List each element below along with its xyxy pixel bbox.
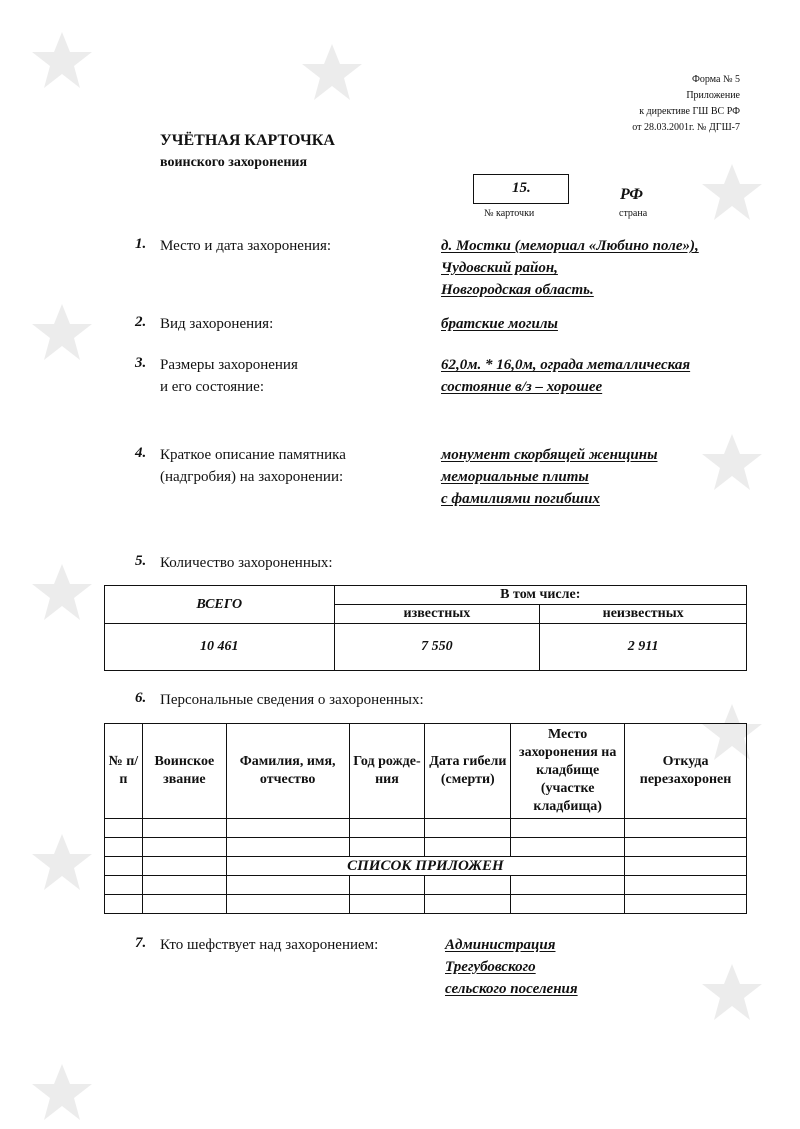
- watermark-star-icon: [30, 1060, 94, 1124]
- item-number: 2.: [135, 314, 147, 330]
- known-value: 7 550: [334, 624, 540, 671]
- form-note-line: к директиве ГШ ВС РФ: [639, 106, 740, 117]
- table-row: [105, 876, 747, 895]
- watermark-star-icon: [30, 830, 94, 894]
- column-header: Место захоронения на кладбище (участке кладбища): [511, 724, 625, 819]
- item-number: 1.: [135, 236, 147, 252]
- value-line: мемориальные плиты: [441, 469, 589, 485]
- watermark-star-icon: [300, 40, 364, 104]
- column-header: Год рожде-ния: [349, 724, 425, 819]
- item-number: 6.: [135, 690, 147, 706]
- item-number: 7.: [135, 935, 147, 951]
- value-line: с фамилиями погибших: [441, 491, 600, 507]
- column-header: Фамилия, имя, отчество: [226, 724, 349, 819]
- item-label-type: Вид захоронения:: [160, 316, 274, 332]
- value-line: Администрация: [445, 937, 556, 953]
- form-note: [632, 72, 740, 136]
- item-value-type: [441, 313, 558, 335]
- item-label-count: Количество захороненных:: [160, 555, 333, 571]
- total-header: ВСЕГО: [105, 586, 335, 624]
- table-row: [105, 838, 747, 857]
- persons-table: [104, 723, 747, 914]
- watermark-star-icon: [30, 560, 94, 624]
- item-label-persons: Персональные сведения о захороненных:: [160, 692, 424, 708]
- document-subtitle: воинского захоронения: [160, 155, 308, 170]
- item-value-monument: [441, 444, 657, 510]
- item-label-patron: Кто шефствует над захоронением:: [160, 937, 379, 953]
- watermark-star-icon: [700, 160, 764, 224]
- value-line: Трегубовского: [445, 959, 536, 975]
- including-header: В том числе:: [334, 586, 746, 605]
- item-number: 3.: [135, 355, 147, 371]
- item-label-place: Место и дата захоронения:: [160, 238, 332, 254]
- watermark-star-icon: [30, 300, 94, 364]
- label-line: и его состояние:: [160, 379, 265, 395]
- watermark-star-icon: [700, 430, 764, 494]
- table-row: [105, 819, 747, 838]
- value-line: братские могилы: [441, 316, 558, 332]
- total-value: 10 461: [105, 624, 335, 671]
- column-header: № п/п: [105, 724, 143, 819]
- form-note-line: от 28.03.2001г. № ДГШ-7: [632, 122, 740, 133]
- value-line: 62,0м. * 16,0м, ограда металлическая: [441, 357, 691, 373]
- column-header: Воинское звание: [142, 724, 226, 819]
- item-value-place: [441, 235, 699, 301]
- watermark-star-icon: [700, 960, 764, 1024]
- form-note-line: Приложение: [686, 90, 740, 101]
- item-number: 5.: [135, 553, 147, 569]
- watermark-star-icon: [30, 28, 94, 92]
- label-line: Краткое описание памятника: [160, 447, 346, 463]
- form-note-line: Форма № 5: [692, 74, 740, 85]
- unknown-header: неизвестных: [540, 605, 747, 624]
- value-line: Чудовский район,: [441, 260, 558, 276]
- document-title: УЧЁТНАЯ КАРТОЧКА: [160, 132, 335, 149]
- value-line: монумент скорбящей женщины: [441, 447, 658, 463]
- card-number-caption: № карточки: [484, 208, 535, 219]
- item-number: 4.: [135, 445, 147, 461]
- table-row: [105, 857, 747, 876]
- country-caption: страна: [619, 208, 648, 219]
- column-header: Дата гибели (смерти): [425, 724, 511, 819]
- known-header: известных: [334, 605, 540, 624]
- country-value: РФ: [620, 186, 643, 203]
- value-line: состояние в/з – хорошее: [441, 379, 603, 395]
- item-label-monument: [160, 444, 346, 488]
- unknown-value: 2 911: [540, 624, 747, 671]
- label-line: Размеры захоронения: [160, 357, 298, 373]
- item-value-patron: [445, 934, 578, 1000]
- value-line: д. Мостки (мемориал «Любино поле»),: [441, 238, 699, 254]
- list-attached-note: СПИСОК ПРИЛОЖЕН: [226, 857, 624, 876]
- column-header: Откуда перезахоронен: [625, 724, 747, 819]
- item-value-size: [441, 354, 690, 398]
- card-number-box: 15.: [473, 174, 569, 204]
- value-line: Новгородская область.: [441, 282, 594, 298]
- count-table: [104, 585, 747, 671]
- label-line: (надгробия) на захоронении:: [160, 469, 344, 485]
- table-row: [105, 895, 747, 914]
- item-label-size: [160, 354, 298, 398]
- value-line: сельского поселения: [445, 981, 578, 997]
